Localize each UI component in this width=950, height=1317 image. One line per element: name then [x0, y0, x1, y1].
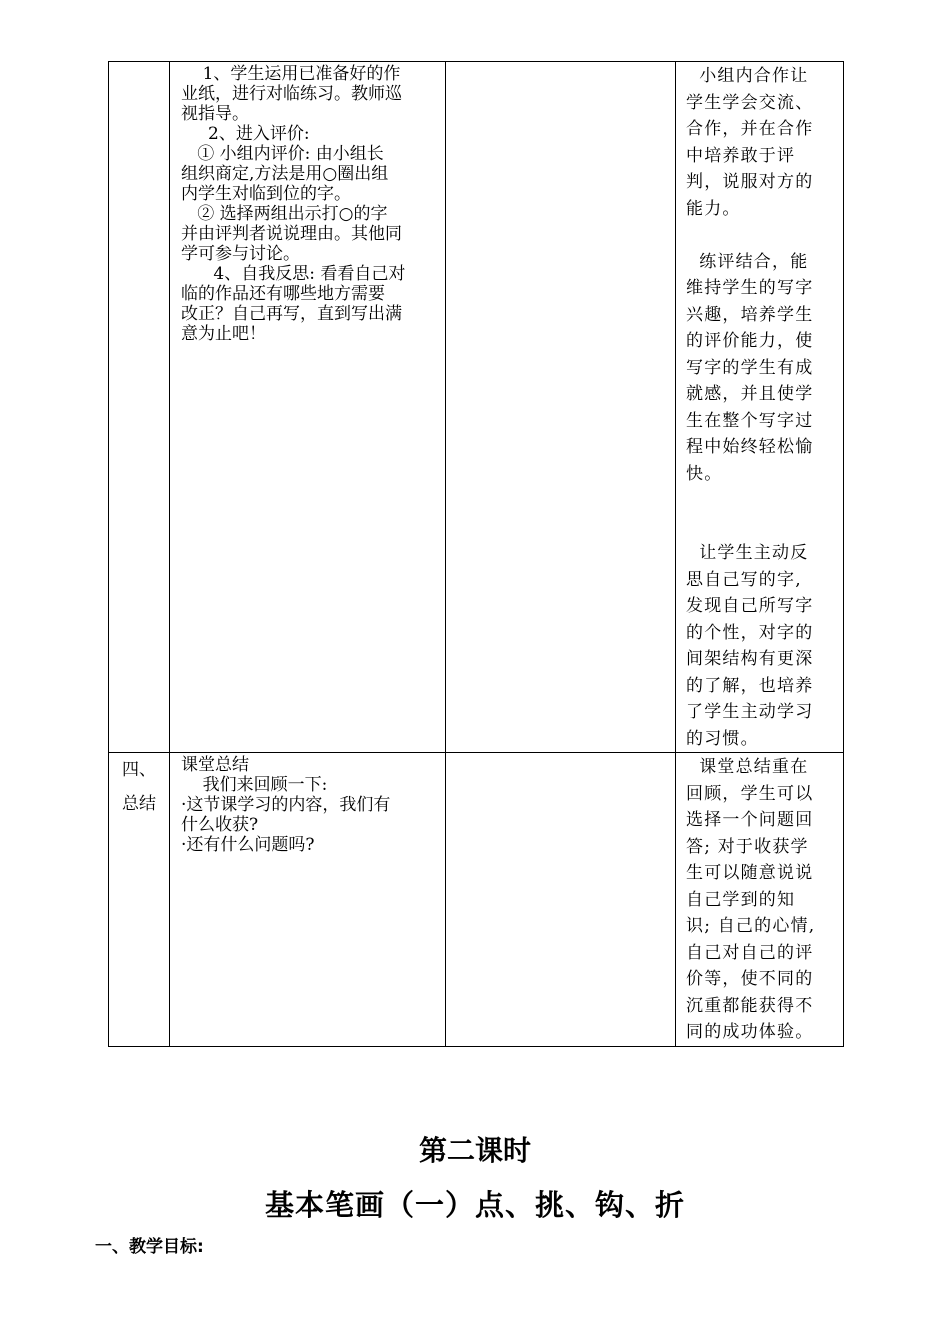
- purpose-line: 判，说服对方的: [686, 172, 814, 192]
- purpose-line: [686, 222, 837, 249]
- purpose-line: 价等，使不同的: [686, 969, 814, 989]
- lesson-table: [108, 61, 844, 1047]
- process-line: ① 小组内评价: 由小组长: [181, 144, 384, 164]
- purpose-line: 自己学到的知: [686, 889, 796, 910]
- lesson-title: 第二课时: [418, 1134, 531, 1167]
- purpose-line: 间架结构有更深: [686, 649, 814, 669]
- process-line: 视指导。: [181, 104, 249, 124]
- table-row: [109, 62, 844, 753]
- purpose-line: 的习惯。: [686, 728, 759, 749]
- stage-label: 四、: [122, 760, 156, 780]
- lesson-subtitle: 基本笔画（一）点、挑、钩、折: [264, 1188, 685, 1222]
- purpose-line: 回顾，学生可以: [686, 783, 814, 804]
- purpose-line: 维持学生的写字: [686, 278, 814, 298]
- process-line: 并由评判者说说理由。其他同: [181, 224, 402, 244]
- purpose-line: 的评价能力，使: [686, 331, 814, 351]
- process-line: 业纸，进行对临练习。教师巡: [181, 84, 402, 104]
- table-row: [109, 753, 844, 1047]
- purpose-line: 小组内合作让: [686, 66, 809, 86]
- purpose-line: [686, 487, 837, 514]
- process-line: 4、自我反思: 看看自己对: [181, 264, 406, 284]
- purpose-line: 识; 自己的心情,: [686, 916, 816, 936]
- process-line: 1、学生运用已准备好的作: [181, 64, 401, 84]
- purpose-cell: [676, 62, 844, 753]
- process-line: 什么收获?: [181, 815, 259, 835]
- process-cell: [170, 62, 446, 753]
- purpose-line: 的了解，也培养: [686, 675, 814, 696]
- purpose-line: 发现自己所写字: [686, 596, 814, 616]
- purpose-cell: [676, 753, 844, 1047]
- process-line: ·还有什么问题吗?: [181, 835, 315, 855]
- purpose-line: 答; 对于收获学: [686, 836, 809, 857]
- purpose-line: 就感，并且使学: [686, 384, 814, 404]
- purpose-line: 沉重都能获得不: [686, 995, 814, 1016]
- purpose-line: 兴趣，培养学生: [686, 304, 814, 325]
- process-line: ·这节课学习的内容，我们有: [181, 795, 391, 815]
- purpose-line: 让学生主动反: [686, 543, 809, 563]
- process-line: 临的作品还有哪些地方需要: [181, 284, 385, 304]
- purpose-line: 的个性，对字的: [686, 622, 814, 643]
- section-heading: 一、教学目标:: [95, 1237, 204, 1257]
- purpose-line: 生在整个写字过: [686, 410, 814, 431]
- purpose-line: 快。: [686, 463, 723, 484]
- stage-cell: [109, 62, 170, 753]
- purpose-line: 合作，并在合作: [686, 119, 814, 139]
- purpose-line: 学生学会交流、: [686, 92, 814, 113]
- purpose-line: 自己对自己的评: [686, 942, 814, 963]
- purpose-line: 生可以随意说说: [686, 863, 814, 883]
- purpose-line: 课堂总结重在: [686, 757, 809, 777]
- purpose-line: 思自己写的字,: [686, 569, 802, 590]
- process-line: ② 选择两组出示打○的字: [181, 204, 388, 224]
- purpose-line: 练评结合，能: [686, 251, 809, 272]
- purpose-line: 程中始终轻松愉: [686, 437, 814, 457]
- stage-label: 总结: [122, 794, 156, 814]
- process-line: 我们来回顾一下:: [181, 775, 328, 795]
- purpose-line: 能力。: [686, 198, 741, 219]
- process-line: 2、进入评价:: [181, 124, 310, 144]
- process-line: 课堂总结: [181, 755, 249, 775]
- media-cell: [446, 753, 676, 1047]
- stage-cell: [109, 753, 170, 1047]
- process-line: 改正？自己再写，直到写出满: [181, 304, 402, 324]
- process-line: 学可参与讨论。: [181, 244, 300, 264]
- process-line: 内学生对临到位的字。: [181, 184, 351, 204]
- purpose-line: 中培养敢于评: [686, 145, 796, 166]
- purpose-line: 同的成功体验。: [686, 1022, 814, 1042]
- media-cell: [446, 62, 676, 753]
- purpose-line: 选择一个问题回: [686, 810, 814, 830]
- purpose-line: 了学生主动学习: [686, 702, 814, 722]
- purpose-line: [686, 514, 837, 541]
- process-line: 意为止吧！: [181, 324, 266, 344]
- process-line: 组织商定,方法是用○圈出组: [181, 164, 389, 184]
- process-cell: [170, 753, 446, 1047]
- purpose-line: 写字的学生有成: [686, 357, 814, 378]
